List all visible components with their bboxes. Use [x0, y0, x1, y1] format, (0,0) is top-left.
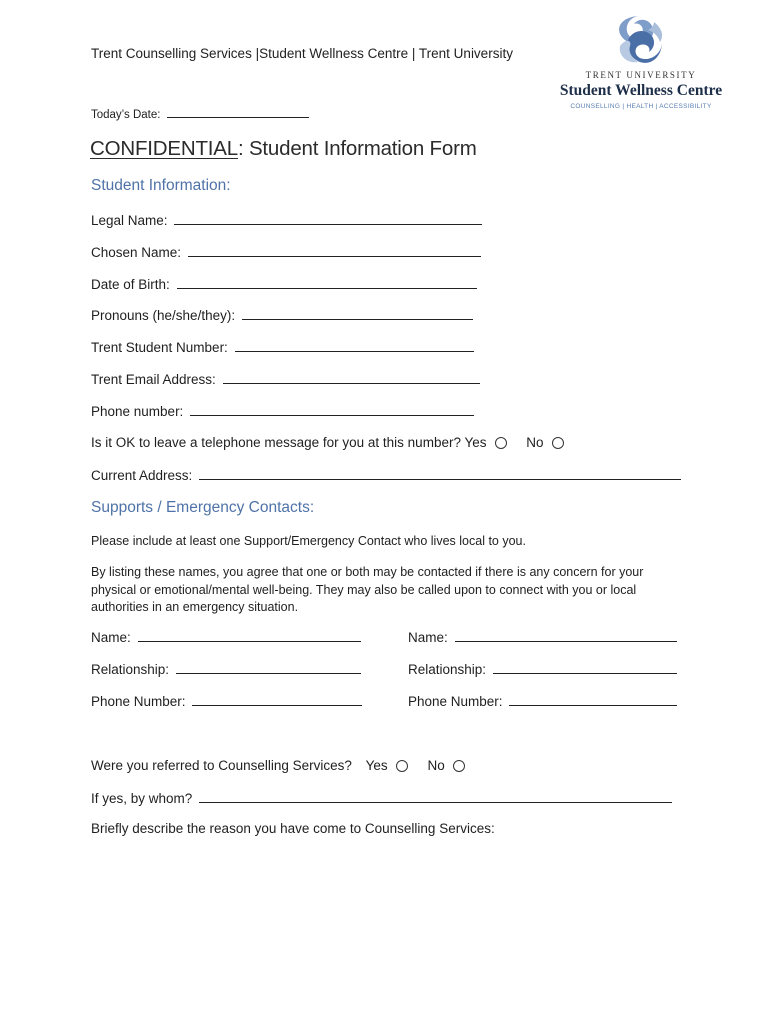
contacts-heading: Supports / Emergency Contacts:: [91, 499, 315, 516]
contact1-name-field: [91, 629, 361, 645]
referral-no-label: No: [427, 758, 445, 773]
student-number-field: [91, 339, 474, 355]
contact2-name-input[interactable]: [455, 629, 677, 642]
title-rest: : Student Information Form: [237, 137, 477, 160]
address-label: Current Address:: [91, 468, 193, 483]
contact1-phone-field: [91, 693, 362, 709]
contact2-name-field: [408, 629, 677, 645]
student-info-heading: Student Information:: [91, 177, 231, 194]
contact1-phone-input[interactable]: [192, 693, 362, 706]
contact1-relationship-input[interactable]: [176, 661, 361, 674]
phone-input[interactable]: [190, 403, 474, 416]
phone-label: Phone number:: [91, 404, 184, 419]
referral-by-whom-field: [91, 790, 672, 806]
contact2-phone-field: [408, 693, 677, 709]
student-number-label: Trent Student Number:: [91, 340, 228, 355]
legal-name-input[interactable]: [174, 212, 482, 225]
referral-by-whom-label: If yes, by whom?: [91, 791, 193, 806]
message-no-label: No: [526, 435, 544, 450]
title-confidential: CONFIDENTIAL: [90, 137, 238, 160]
contacts-consent: By listing these names, you agree that one or both may be contacted if there is any concern for your physical or emotional/mental well-being. They may also be called upon to connect with you or local authorities in an emergency situation.: [91, 565, 644, 614]
legal-name-field: [91, 212, 482, 228]
message-question-label: Is it OK to leave a telephone message for you at this number? Yes: [91, 435, 487, 450]
email-input[interactable]: [223, 371, 480, 384]
contact2-phone-label: Phone Number:: [408, 694, 503, 709]
pronouns-field: [91, 307, 473, 323]
contacts-note: Please include at least one Support/Emergency Contact who lives local to you.: [91, 534, 526, 548]
student-number-input[interactable]: [235, 339, 474, 352]
todays-date-input[interactable]: [167, 107, 309, 118]
contact2-relationship-field: [408, 661, 677, 677]
dob-label: Date of Birth:: [91, 277, 170, 292]
address-input[interactable]: [199, 467, 681, 480]
contact2-relationship-label: Relationship:: [408, 662, 487, 677]
reason-label: Briefly describe the reason you have come to Counselling Services:: [91, 821, 495, 836]
chosen-name-field: [91, 244, 481, 260]
dob-input[interactable]: [177, 276, 477, 289]
referral-yes-radio[interactable]: [396, 760, 408, 772]
contact1-relationship-field: [91, 661, 361, 677]
contact1-name-label: Name:: [91, 630, 131, 645]
reason-input-area[interactable]: [91, 845, 679, 1005]
referral-yes-label: Yes: [365, 758, 388, 773]
address-field: [91, 467, 681, 483]
referral-question-label: Were you referred to Counselling Services?: [91, 758, 352, 773]
pronouns-input[interactable]: [242, 307, 473, 320]
contact2-phone-input[interactable]: [509, 693, 677, 706]
email-field: [91, 371, 480, 387]
referral-question-field: [91, 758, 465, 773]
email-label: Trent Email Address:: [91, 372, 216, 387]
referral-by-whom-input[interactable]: [199, 790, 672, 803]
header-line: Trent Counselling Services |Student Wellness Centre | Trent University: [91, 46, 513, 61]
todays-date-label: Today’s Date:: [91, 109, 161, 121]
chosen-name-input[interactable]: [188, 244, 481, 257]
chosen-name-label: Chosen Name:: [91, 245, 182, 260]
contact2-name-label: Name:: [408, 630, 448, 645]
message-no-radio[interactable]: [552, 437, 564, 449]
logo-subline: COUNSELLING | HEALTH | ACCESSIBILITY: [570, 103, 712, 110]
contact1-phone-label: Phone Number:: [91, 694, 186, 709]
referral-no-radio[interactable]: [453, 760, 465, 772]
phone-field: [91, 403, 474, 419]
page-title: [90, 137, 477, 161]
logo-university: TRENT UNIVERSITY: [585, 70, 697, 80]
contact1-name-input[interactable]: [138, 629, 361, 642]
message-question-field: [91, 435, 564, 450]
logo-centre-name: Student Wellness Centre: [559, 82, 723, 99]
pronouns-label: Pronouns (he/she/they):: [91, 308, 236, 323]
todays-date-field: [91, 107, 309, 121]
contact2-relationship-input[interactable]: [493, 661, 677, 674]
dob-field: [91, 276, 477, 292]
legal-name-label: Legal Name:: [91, 213, 168, 228]
message-yes-radio[interactable]: [495, 437, 507, 449]
contact1-relationship-label: Relationship:: [91, 662, 170, 677]
trent-swirl-logo-icon: [612, 12, 668, 68]
